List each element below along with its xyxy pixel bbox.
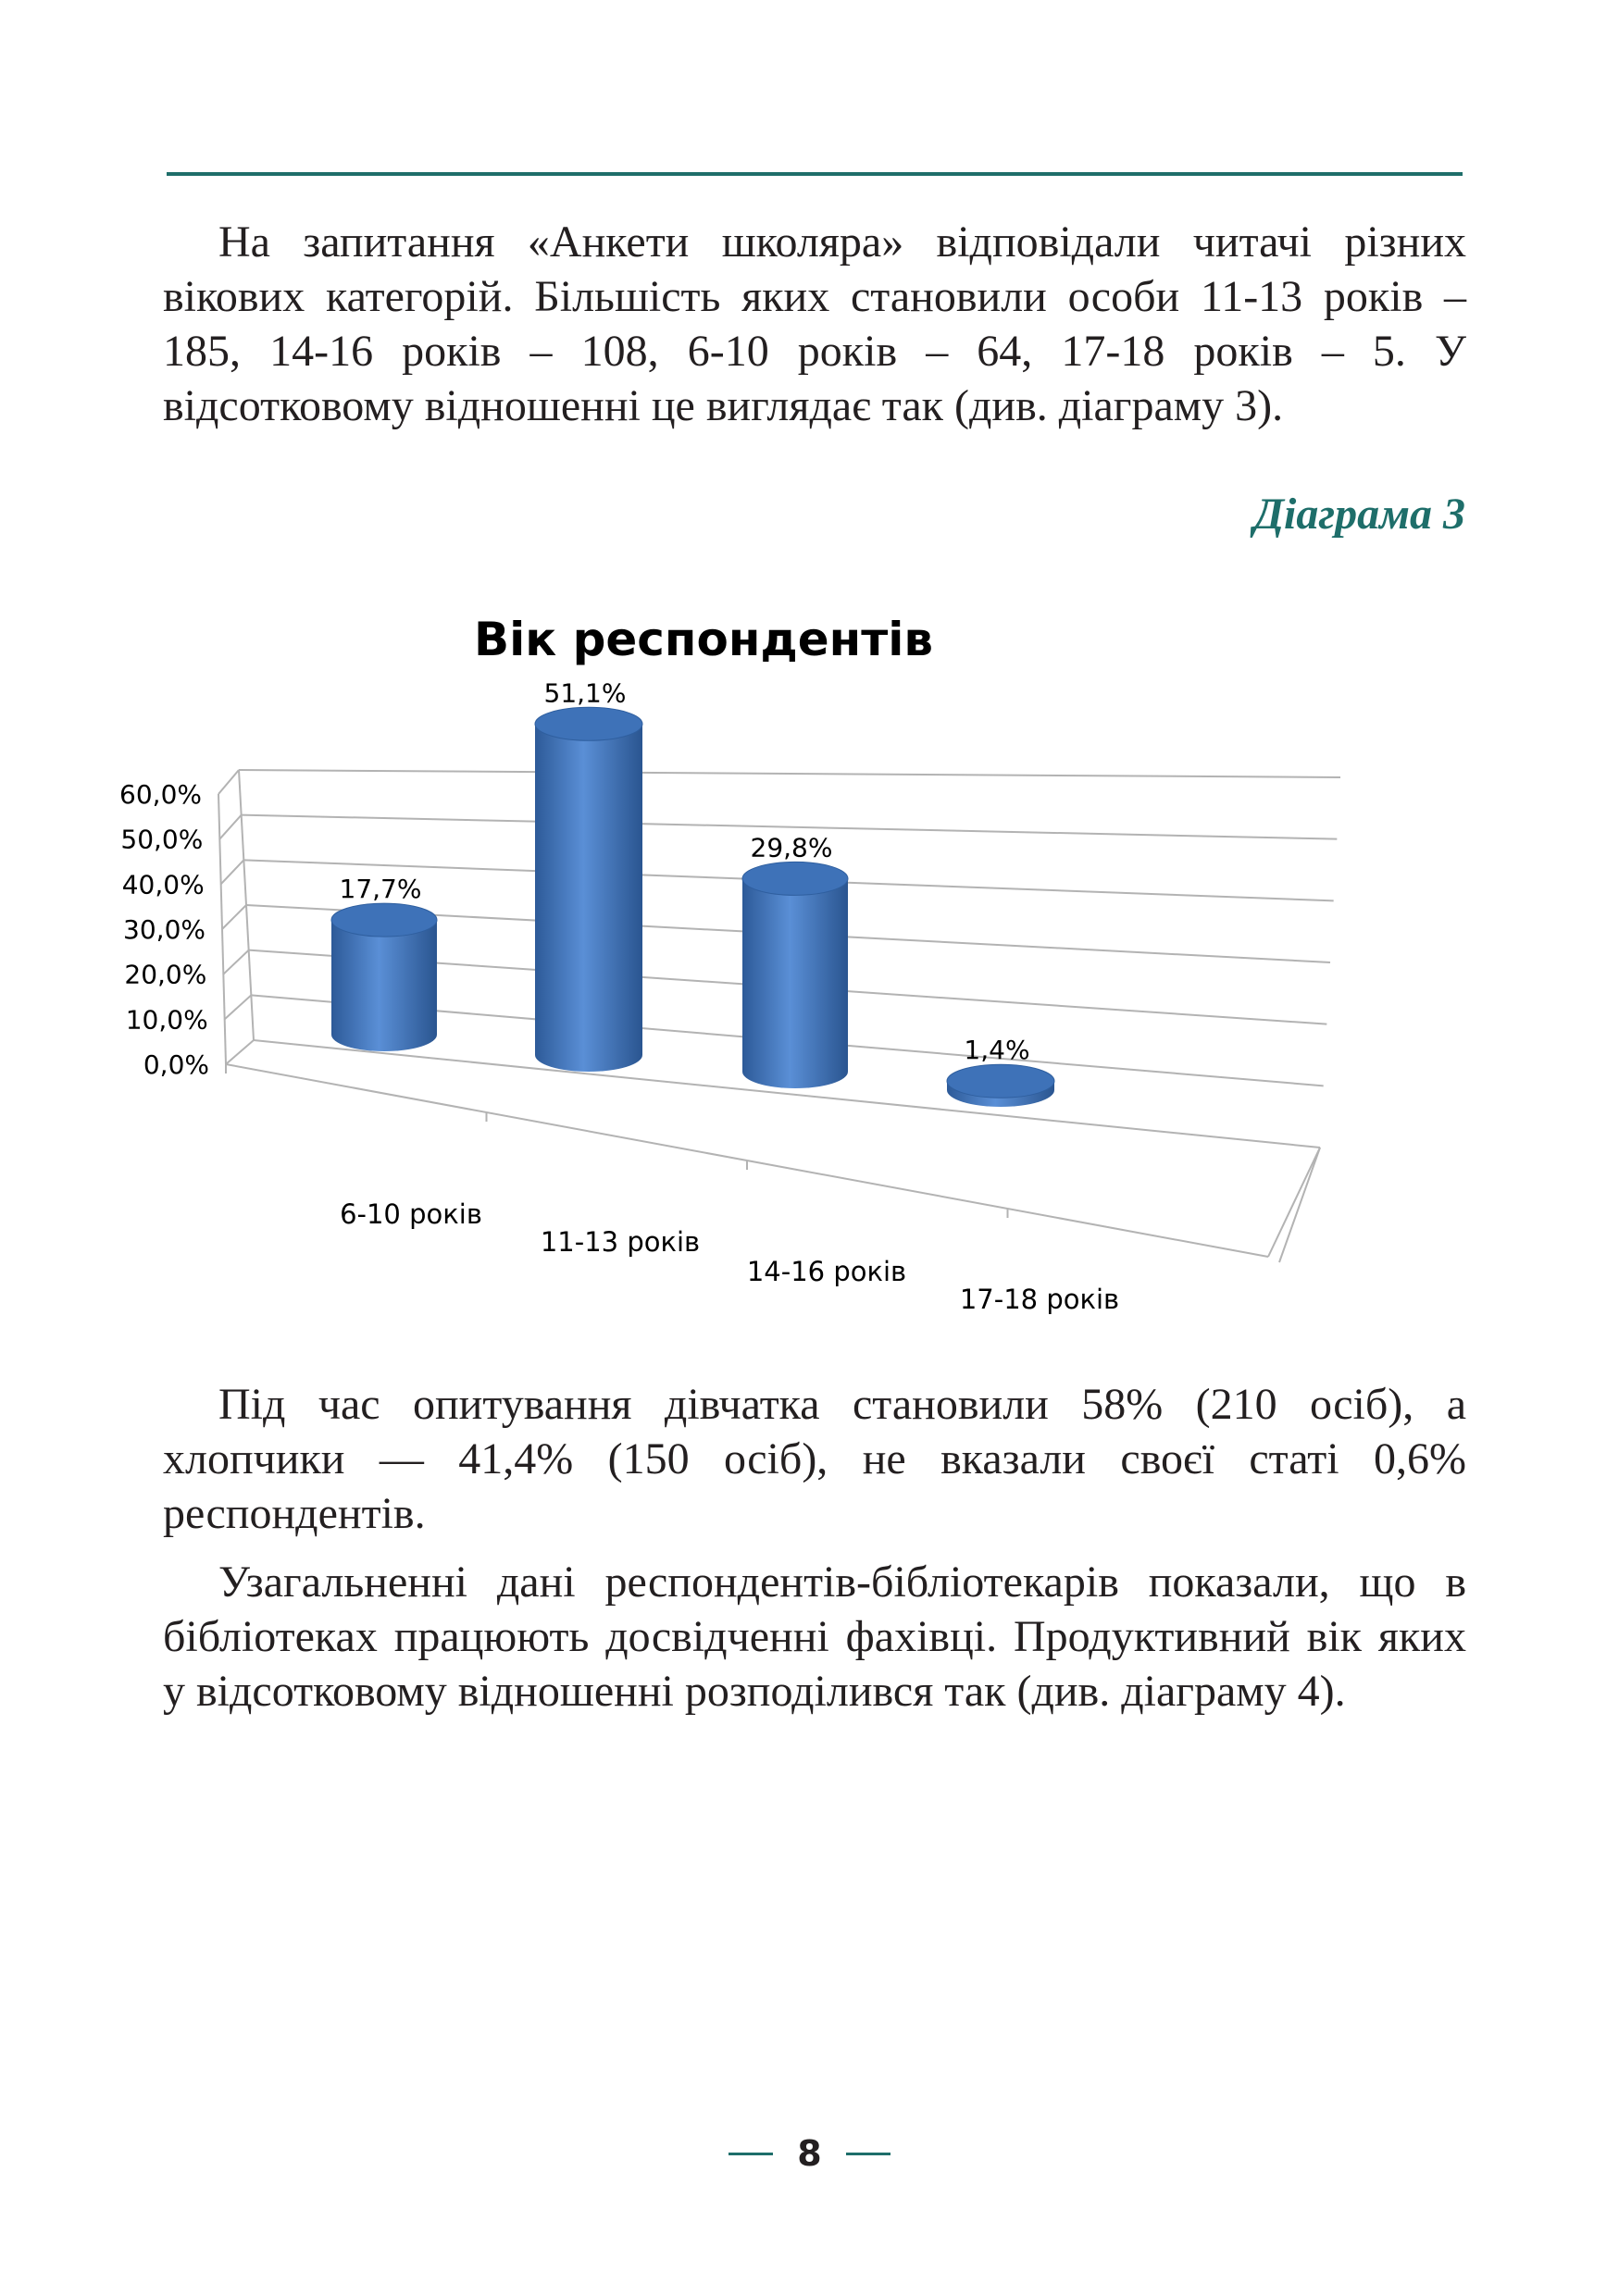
side-gridline — [221, 860, 244, 884]
data-label: 1,4% — [964, 1035, 1030, 1066]
category-label: 11-13 років — [540, 1226, 701, 1258]
gridline — [239, 770, 1340, 777]
side-gridline — [223, 950, 248, 974]
y-tick-label: 0,0% — [143, 1049, 209, 1080]
bar-column — [331, 920, 437, 1051]
side-gridline — [226, 1040, 254, 1064]
bar-top — [535, 707, 642, 740]
bar-column — [742, 878, 848, 1088]
y-tick-label: 30,0% — [123, 914, 205, 945]
side-gridline — [222, 905, 246, 929]
category-label: 14-16 років — [746, 1256, 907, 1287]
floor-right-edge — [1268, 1148, 1320, 1257]
page-footer — [0, 2133, 1619, 2174]
bar-top — [947, 1064, 1054, 1098]
data-label: 29,8% — [750, 832, 833, 863]
y-tick-label: 50,0% — [120, 824, 204, 855]
top-rule — [167, 172, 1463, 176]
y-tick-label: 20,0% — [124, 959, 207, 990]
y-tick-label: 10,0% — [125, 1004, 208, 1036]
paragraph-librarians: Узагальненні дані респондентів-бібліотекарів показали, що в бібліотеках працюють досвідченні фахівці. Продуктивний вік яких у відсотковому відношенні розподілився так (див. діаграму 4). — [163, 1558, 1466, 1716]
chart-title: Вік респондентів — [474, 613, 933, 666]
bar-top — [331, 903, 437, 937]
footer-dash-right — [846, 2153, 890, 2155]
paragraph-gender: Під час опитування дівчатка становили 58% (210 осіб), а хлопчики — 41,4% (150 осіб), не вказали своєї статі 0,6% респондентів. — [163, 1380, 1466, 1538]
diagram-caption: Діаграма 3 — [1253, 490, 1465, 539]
category-label: 6-10 років — [340, 1198, 482, 1230]
side-gridline — [225, 995, 252, 1019]
data-label: 51,1% — [543, 677, 627, 709]
paragraph-intro: На запитання «Анкети школяра» відповідали читачі різних вікових категорій. Більшість яких становили особи 11-13 років – 185, 14-16 років – 108, 6-10 років – 64, 17-18 років – 5. У відсотковому відношенні це виглядає так (див. діаграму 3). — [163, 217, 1466, 430]
page-number: 8 — [797, 2133, 822, 2174]
footer-dash-left — [729, 2153, 773, 2155]
bar-column — [535, 724, 642, 1072]
bar-top — [742, 862, 848, 895]
floor-right-tick — [1279, 1148, 1320, 1262]
y-tick-label: 60,0% — [119, 779, 202, 810]
data-label: 17,7% — [339, 874, 422, 905]
category-label: 17-18 років — [959, 1284, 1120, 1315]
side-gridline — [219, 815, 241, 839]
age-bar-chart — [119, 592, 1370, 1333]
y-tick-label: 40,0% — [121, 869, 205, 900]
side-gridline — [218, 770, 239, 794]
